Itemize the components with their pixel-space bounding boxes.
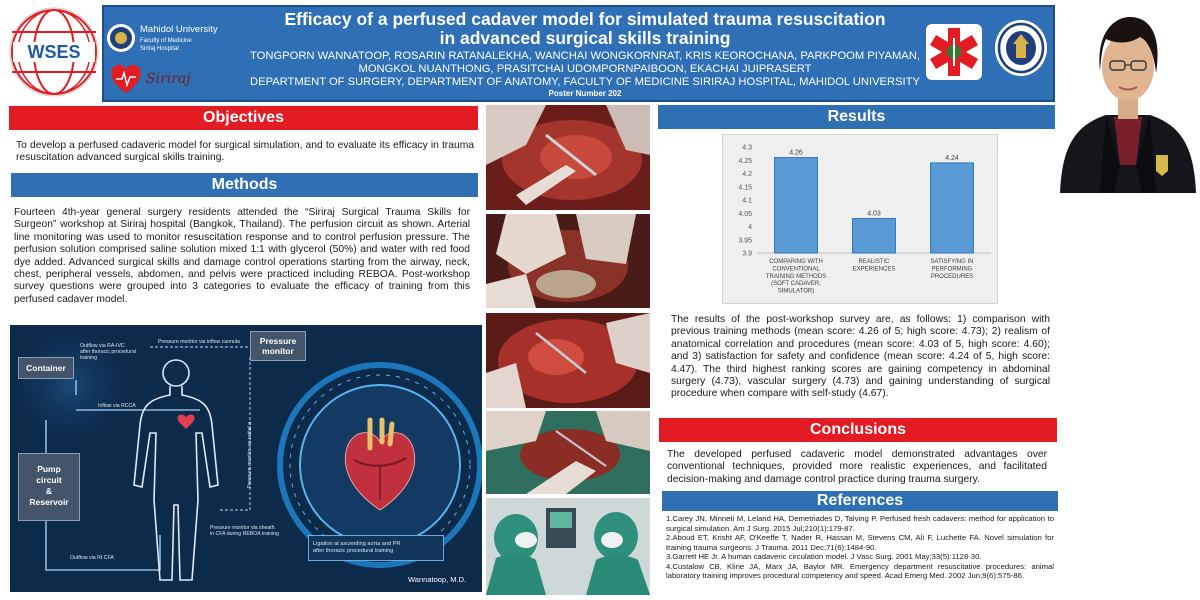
y-tick-label: 4.3	[742, 144, 752, 152]
category-label: TRAINING METHODS	[765, 273, 827, 280]
poster-authors	[240, 50, 930, 76]
pump-circuit-box	[18, 453, 80, 521]
inflow-rcca-label: Inflow via RCCA	[98, 403, 136, 409]
reference-item: 4.Custalow CB, Kline JA, Marx JA, Baylor MR. Emergency department resuscitative procedures: animal laboratory training improves procedural competency and speed. Acad Emerg Med. 2002 Jun;9(6):575-86.	[666, 561, 1054, 580]
mahidol-university-seal	[993, 18, 1049, 78]
methods-heading: Methods	[11, 173, 478, 197]
mahidol-logo-line3: Siriraj Hospital	[140, 46, 179, 52]
references-list	[666, 514, 1054, 581]
pressure-monitor-box	[250, 331, 306, 361]
siriraj-logo-text: Siriraj	[146, 71, 191, 87]
data-label: 4.26	[789, 149, 803, 157]
mahidol-university-logo	[106, 20, 230, 56]
outflow-cfa-label: Outflow via Rt CFA	[70, 555, 114, 561]
data-label: 4.03	[867, 210, 881, 218]
ligation-note	[308, 535, 444, 561]
surgery-photo-2	[486, 214, 650, 308]
category-label: PROCEDURES	[930, 273, 974, 280]
poster-title	[240, 10, 930, 48]
ligation-line-2: after thoracic procedural training	[313, 548, 394, 554]
pump-line-3: &	[45, 486, 53, 496]
category-label: SATISFYING IN	[930, 259, 974, 265]
pump-line-1: Pump	[37, 464, 61, 474]
category-label: (SOFT CADAVER,	[771, 281, 821, 288]
chart-svg	[723, 135, 999, 305]
pressure-radial-label: Pressure monitor via radial a.	[247, 420, 253, 488]
category-label: PERFORMING	[931, 266, 973, 273]
reference-item: 3.Garrett HE Jr. A human cadaveric circulation model. J Vasc Surg. 2001 May;33(5):1128-30.	[666, 552, 982, 561]
ligation-line-1: Ligation at ascending aorta and PR	[313, 541, 401, 547]
reference-item: 1.Carey JN, Minneti M, Leland HA, Demetriades D, Talving P. Perfused fresh cadavers: method for application to surgical simulation. Am J Surg. 2015 Jul;210(1):179-87.	[666, 514, 1054, 533]
authors-line-2: MONGKOL NUANTHONG, PRASITCHAI UDOMPORNPAIBOON, EKACHAI JUIPRASERT	[358, 63, 812, 75]
y-tick-label: 4.15	[738, 184, 752, 192]
trauma-center-logo	[924, 20, 984, 84]
outflow-ra-line-1: Outflow via RA-IVC	[80, 343, 125, 349]
poster-department: DEPARTMENT OF SURGERY, DEPARTMENT OF ANATOMY, FACULTY OF MEDICINE SIRIRAJ HOSPITAL, MAHIDOL UNIVERSITY	[250, 76, 920, 88]
objectives-heading: Objectives	[9, 106, 478, 130]
category-label: CONVENTIONAL	[772, 266, 820, 273]
pressure-monitor-line-1: Pressure	[259, 336, 297, 346]
surgery-photo-3	[486, 313, 650, 408]
results-bar-chart	[722, 134, 998, 304]
objectives-text: To develop a perfused cadaveric model for surgical simulation, and to evaluate its efficacy in trauma resuscitation advanced surgical skills training.	[16, 140, 474, 164]
y-tick-label: 4	[748, 224, 752, 231]
bar	[931, 163, 974, 253]
data-label: 4.24	[945, 154, 959, 162]
mahidol-logo-line1: Mahidol University	[140, 24, 218, 35]
siriraj-heart-logo	[106, 57, 206, 97]
surgery-photo-4	[486, 411, 650, 494]
outflow-ra-line-3: training	[80, 355, 98, 361]
diagram-signature: Wannatoop, M.D.	[408, 575, 467, 584]
container-box	[18, 357, 74, 379]
presenter-photo	[1056, 5, 1200, 193]
perfusion-circuit-diagram	[10, 325, 482, 592]
y-tick-label: 3.95	[738, 237, 752, 245]
mahidol-logo-line2: Faculty of Medicine	[140, 38, 192, 44]
pressure-sheath-label	[210, 525, 310, 537]
conclusions-text: The developed perfused cadaveric model demonstrated advantages over conventional techniques, provided more realistic experiences, and facilitated decision-making and damage control practice during trauma surgery.	[667, 449, 1047, 485]
reference-item: 2.Aboud ET, Krisht AF, O'Keeffe T, Nader R, Hassan M, Stevens CM, Ali F, Luchette FA. Novel simulation for training trauma surgeons. J Trauma. 2011 Dec;71(6):1484-90.	[666, 533, 1054, 552]
poster-title-line-2: in advanced surgical skills training	[439, 28, 731, 48]
wses-logo	[8, 6, 100, 98]
references-heading: References	[662, 491, 1058, 511]
category-label: SIMULATOR)	[777, 288, 815, 295]
y-tick-label: 4.1	[742, 197, 752, 205]
pressure-monitor-line-2: monitor	[262, 346, 294, 356]
bar	[775, 158, 818, 253]
wses-logo-text: WSES	[27, 42, 81, 62]
outflow-ra-label	[80, 343, 150, 361]
y-tick-label: 4.2	[742, 171, 752, 178]
surgery-photo-1	[486, 105, 650, 210]
results-text: The results of the post-workshop survey are, as follows: 1) comparison with previous training methods (mean score: 4.26 of 5; high score: 4.73); 2) realism of anatomical correlation and procedures (mean score: 4.03 of 5, high score: 4.60); and 3) satisfaction for safety and confidence (mean score: 4.24 of 5, high score: 4.47). The third highest ranking scores are gaining competency in abdominal surgery (4.73), vascular surgery (4.73) and gaining understanding of surgical procedure when compare with self-study (4.67).	[671, 314, 1050, 400]
category-label: REALISTIC	[858, 259, 890, 265]
y-tick-label: 4.25	[738, 157, 752, 165]
outflow-ra-line-2: after thoracic procedural	[80, 349, 136, 355]
category-label: COMPARING WITH	[769, 259, 823, 265]
bar	[853, 219, 896, 253]
pump-line-4: Reservoir	[29, 497, 69, 507]
pressure-inflow-label: Pressure monitor via inflow cannula	[158, 339, 240, 345]
conclusions-heading: Conclusions	[659, 418, 1057, 442]
container-label: Container	[26, 363, 66, 373]
y-tick-label: 3.9	[742, 250, 752, 258]
pressure-sheath-line-2: in CFA during REBOA training	[210, 531, 279, 537]
poster-number: Poster Number 202	[548, 89, 622, 98]
poster-title-line-1: Efficacy of a perfused cadaver model for simulated trauma resuscitation	[284, 9, 886, 29]
methods-text: Fourteen 4th-year general surgery residents attended the “Siriraj Surgical Trauma Skills for Surgeon” workshop at Siriraj hospital (Bangkok, Thailand). The perfusion circuit as shown. Arterial line monitoring was used to monitor resuscitation response and to control perfusion pressure. The perfusion solution comprised saline solution mixed 1:1 with glycerol (50%) and water with red food dye added. Advanced surgical skills and damage control operations starting from the airway, neck, chest, peripheral vessels, abdomen, and pelvis were practiced including REBOA. Post-workshop survey questions were grouped into 3 categories to evaluate the efficacy of training from this perfused cadaver model.	[14, 207, 470, 305]
category-label: EXPERIENCES	[852, 266, 896, 273]
surgery-photo-5	[486, 498, 650, 595]
pressure-sheath-line-1: Pressure monitor via sheath	[210, 525, 275, 531]
y-tick-label: 4.05	[738, 210, 752, 218]
pump-line-2: circuit	[36, 475, 62, 485]
results-heading: Results	[658, 105, 1055, 129]
authors-line-1: TONGPORN WANNATOOP, ROSARIN RATANALEKHA, WANCHAI WONGKORNRAT, KRIS KEOROCHANA, PARKPOOM PIYAMAN,	[250, 50, 920, 62]
